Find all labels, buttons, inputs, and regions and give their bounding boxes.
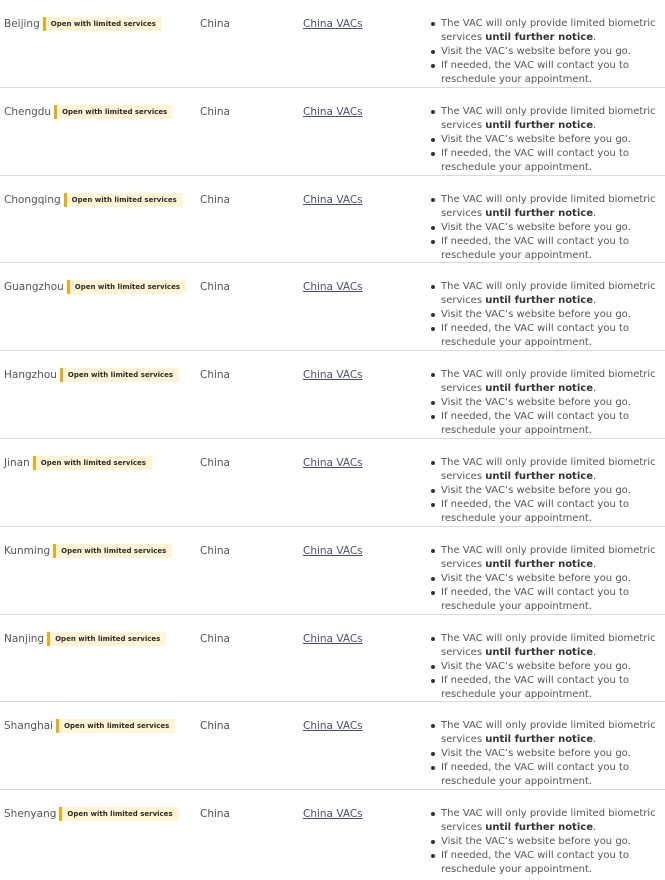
note-biometric (441, 456, 659, 484)
note-visit-website: Visit the VAC’s website before you go. (441, 572, 659, 586)
city-cell (4, 632, 166, 646)
note-contact-line-2: reschedule your appointment. (441, 512, 593, 524)
country-cell: China (200, 632, 230, 645)
notes-cell (427, 193, 659, 263)
link-cell (303, 807, 363, 821)
city-name: Jinan (4, 456, 30, 469)
note-biometric-text: The VAC will only provide limited biometric (441, 193, 656, 205)
note-visit-website: Visit the VAC’s website before you go. (441, 133, 659, 147)
city-name: Guangzhou (4, 281, 64, 294)
notes-list (427, 632, 659, 702)
table-row (0, 263, 665, 351)
link-cell (303, 632, 363, 646)
note-visit-website: Visit the VAC’s website before you go. (441, 221, 659, 235)
note-contact (441, 235, 659, 263)
status-badge: Open with limited services (53, 544, 172, 558)
note-contact-line-2: reschedule your appointment. (441, 864, 593, 876)
china-vacs-link[interactable]: China VACs (303, 544, 363, 557)
note-visit-website: Visit the VAC’s website before you go. (441, 396, 659, 410)
china-vacs-link[interactable]: China VACs (303, 456, 363, 469)
note-contact (441, 322, 659, 350)
note-contact-line-2: reschedule your appointment. (441, 688, 593, 700)
note-biometric (441, 719, 659, 747)
note-biometric-services: services (441, 119, 486, 131)
note-biometric-text: The VAC will only provide limited biometric (441, 632, 656, 644)
notes-cell (427, 632, 659, 702)
city-cell (4, 807, 179, 821)
note-contact-line-1: If needed, the VAC will contact you to (441, 850, 629, 862)
country-cell: China (200, 369, 230, 382)
note-contact-line-1: If needed, the VAC will contact you to (441, 586, 629, 598)
note-biometric (441, 17, 659, 45)
notes-cell (427, 17, 659, 87)
city-name: Shenyang (4, 808, 57, 821)
note-biometric-text: The VAC will only provide limited biometric (441, 720, 656, 732)
note-contact-line-1: If needed, the VAC will contact you to (441, 411, 629, 423)
city-cell (4, 544, 172, 558)
table-row (0, 790, 665, 878)
note-contact-line-1: If needed, the VAC will contact you to (441, 323, 629, 335)
city-cell (4, 193, 183, 207)
note-biometric-text: The VAC will only provide limited biometric (441, 456, 656, 468)
note-period: . (592, 119, 597, 131)
note-contact-line-2: reschedule your appointment. (441, 425, 593, 437)
note-biometric-services: services (441, 32, 486, 43)
country-cell: China (200, 720, 230, 733)
note-visit-website: Visit the VAC’s website before you go. (441, 747, 659, 761)
notes-list (427, 456, 659, 526)
note-biometric-services: services (441, 646, 486, 658)
note-biometric-text: The VAC will only provide limited biometric (441, 369, 656, 381)
note-contact-line-2: reschedule your appointment. (441, 337, 593, 349)
note-until-further-notice: until further notice (485, 646, 593, 658)
country-cell: China (200, 544, 230, 557)
note-biometric-text: The VAC will only provide limited biometric (441, 808, 656, 820)
link-cell (303, 193, 363, 207)
status-badge: Open with limited services (54, 105, 173, 119)
link-cell (303, 456, 363, 470)
city-name: Kunming (4, 544, 51, 557)
status-badge: Open with limited services (60, 368, 179, 382)
city-name: Hangzhou (4, 369, 57, 382)
note-biometric-text: The VAC will only provide limited biometric (441, 18, 656, 29)
table-row (0, 351, 665, 439)
city-cell (4, 105, 173, 119)
notes-list (427, 807, 659, 877)
table-row (0, 88, 665, 176)
country-cell: China (200, 456, 230, 469)
note-period: . (592, 207, 597, 219)
status-badge: Open with limited services (47, 632, 166, 646)
notes-cell (427, 368, 659, 438)
link-cell (303, 105, 363, 119)
note-contact-line-1: If needed, the VAC will contact you to (441, 674, 629, 686)
china-vacs-link[interactable]: China VACs (303, 369, 363, 382)
note-period: . (592, 295, 597, 307)
note-biometric-services: services (441, 822, 486, 834)
note-contact-line-1: If needed, the VAC will contact you to (441, 60, 629, 71)
notes-cell (427, 807, 659, 877)
note-visit-website: Visit the VAC’s website before you go. (441, 660, 659, 674)
link-cell (303, 719, 363, 733)
note-until-further-notice: until further notice (485, 119, 593, 131)
note-visit-website: Visit the VAC’s website before you go. (441, 835, 659, 849)
china-vacs-link[interactable]: China VACs (303, 720, 363, 733)
status-badge: Open with limited services (43, 17, 162, 31)
notes-cell (427, 544, 659, 614)
note-contact-line-1: If needed, the VAC will contact you to (441, 498, 629, 510)
city-cell (4, 17, 162, 31)
notes-cell (427, 456, 659, 526)
link-cell (303, 368, 363, 382)
link-cell (303, 544, 363, 558)
note-visit-website: Visit the VAC’s website before you go. (441, 308, 659, 322)
notes-cell (427, 719, 659, 789)
china-vacs-link[interactable]: China VACs (303, 808, 363, 821)
china-vacs-link[interactable]: China VACs (303, 632, 363, 645)
note-biometric-text: The VAC will only provide limited biometric (441, 105, 656, 117)
country-cell: China (200, 281, 230, 294)
status-badge: Open with limited services (67, 280, 186, 294)
china-vacs-link[interactable]: China VACs (303, 18, 363, 30)
note-contact (441, 586, 659, 614)
note-period: . (592, 734, 597, 746)
note-biometric-services: services (441, 470, 486, 482)
note-contact-line-2: reschedule your appointment. (441, 74, 593, 85)
note-period: . (592, 32, 597, 43)
note-contact-line-2: reschedule your appointment. (441, 776, 593, 788)
note-contact-line-2: reschedule your appointment. (441, 600, 593, 612)
note-biometric-services: services (441, 207, 486, 219)
country-cell: China (200, 105, 230, 118)
china-vacs-link[interactable]: China VACs (303, 193, 363, 206)
note-until-further-notice: until further notice (485, 734, 593, 746)
note-contact-line-1: If needed, the VAC will contact you to (441, 235, 629, 247)
note-contact-line-2: reschedule your appointment. (441, 249, 593, 261)
note-biometric (441, 105, 659, 133)
notes-list (427, 193, 659, 263)
note-biometric (441, 807, 659, 835)
note-contact (441, 761, 659, 789)
city-name: Chongqing (4, 193, 61, 206)
country-cell: China (200, 193, 230, 206)
table-row (0, 615, 665, 703)
notes-cell (427, 280, 659, 350)
status-badge: Open with limited services (56, 719, 175, 733)
note-biometric-services: services (441, 558, 486, 570)
note-period: . (592, 558, 597, 570)
status-badge: Open with limited services (64, 193, 183, 207)
note-contact (441, 849, 659, 877)
china-vacs-link[interactable]: China VACs (303, 281, 363, 294)
status-badge: Open with limited services (33, 456, 152, 470)
table-row (0, 176, 665, 264)
note-contact (441, 674, 659, 702)
note-visit-website: Visit the VAC’s website before you go. (441, 45, 659, 59)
note-biometric (441, 280, 659, 308)
city-cell (4, 456, 152, 470)
note-contact (441, 410, 659, 438)
city-cell (4, 368, 179, 382)
city-name: Nanjing (4, 632, 45, 645)
note-contact (441, 498, 659, 526)
notes-list (427, 368, 659, 438)
notes-list (427, 17, 659, 87)
notes-list (427, 105, 659, 175)
note-biometric-text: The VAC will only provide limited biometric (441, 544, 656, 556)
notes-list (427, 280, 659, 350)
note-biometric (441, 544, 659, 572)
country-cell: China (200, 808, 230, 821)
note-until-further-notice: until further notice (485, 207, 593, 219)
note-until-further-notice: until further notice (485, 295, 593, 307)
note-contact (441, 147, 659, 175)
status-badge: Open with limited services (59, 807, 178, 821)
notes-list (427, 544, 659, 614)
note-visit-website: Visit the VAC’s website before you go. (441, 484, 659, 498)
link-cell (303, 17, 363, 31)
country-cell: China (200, 18, 230, 30)
city-cell (4, 719, 175, 733)
note-period: . (592, 470, 597, 482)
note-biometric-text: The VAC will only provide limited biometric (441, 281, 656, 293)
table-row (0, 0, 665, 88)
note-biometric-services: services (441, 295, 486, 307)
note-until-further-notice: until further notice (485, 32, 593, 43)
table-row (0, 527, 665, 615)
note-contact-line-1: If needed, the VAC will contact you to (441, 762, 629, 774)
note-period: . (592, 822, 597, 834)
note-contact-line-1: If needed, the VAC will contact you to (441, 147, 629, 159)
note-until-further-notice: until further notice (485, 470, 593, 482)
link-cell (303, 280, 363, 294)
note-until-further-notice: until further notice (485, 822, 593, 834)
note-contact-line-2: reschedule your appointment. (441, 161, 593, 173)
note-biometric-services: services (441, 734, 486, 746)
note-period: . (592, 646, 597, 658)
notes-list (427, 719, 659, 789)
china-vacs-link[interactable]: China VACs (303, 105, 363, 118)
note-biometric (441, 368, 659, 396)
city-name: Shanghai (4, 720, 54, 733)
notes-cell (427, 105, 659, 175)
note-biometric (441, 632, 659, 660)
note-until-further-notice: until further notice (485, 558, 593, 570)
note-biometric-services: services (441, 383, 486, 395)
city-name: Chengdu (4, 105, 52, 118)
note-period: . (592, 383, 597, 395)
city-name: Beijing (4, 18, 40, 30)
table-row (0, 439, 665, 527)
note-until-further-notice: until further notice (485, 383, 593, 395)
table-row (0, 702, 665, 790)
note-contact (441, 59, 659, 87)
note-biometric (441, 193, 659, 221)
city-cell (4, 280, 186, 294)
